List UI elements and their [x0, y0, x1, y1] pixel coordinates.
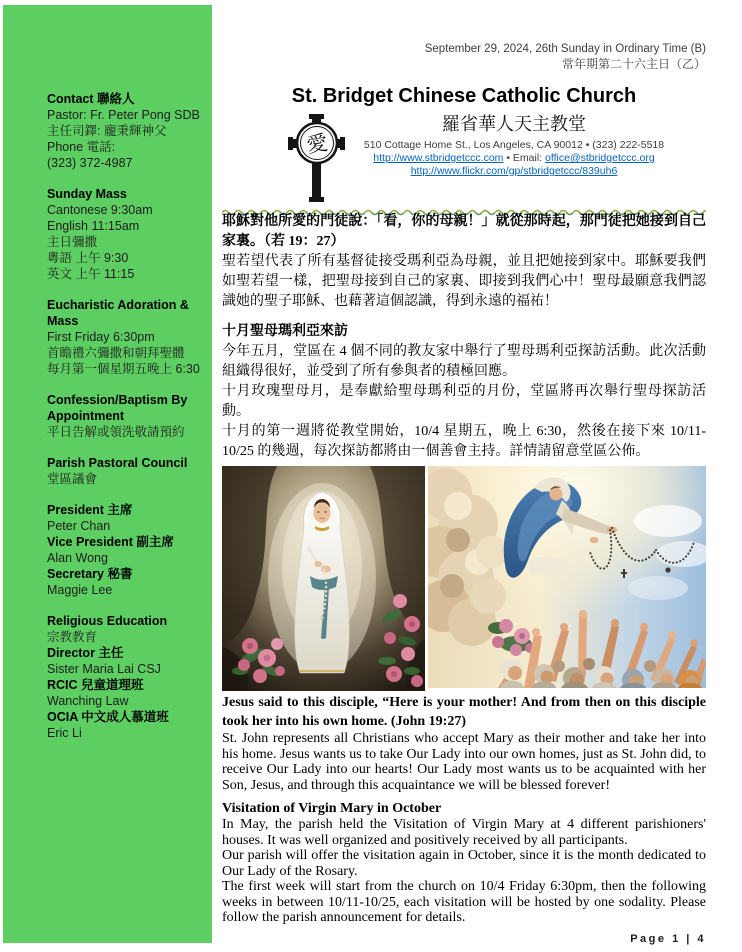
sidebar-line: Alan Wong	[47, 551, 108, 565]
flickr-line	[322, 165, 706, 178]
address-line: 510 Cottage Home St., Los Angeles, CA 90012 • (323) 222-5518	[363, 139, 665, 151]
sidebar-line: Eric Li	[47, 726, 82, 740]
sidebar-line: Confession/Baptism By Appointment	[47, 393, 188, 423]
sidebar-line: OCIA 中文成人慕道班	[47, 710, 169, 724]
sidebar-line: Eucharistic Adoration & Mass	[47, 298, 189, 328]
date-chinese: 常年期第二十六主日（乙）	[561, 57, 706, 71]
sidebar-line: 平日告解或領洗敬請預約	[47, 425, 185, 439]
web-email-line	[322, 152, 706, 165]
sidebar-line: English 11:15am	[47, 219, 140, 233]
sidebar-line: 主任司鐸: 龐秉輝神父	[47, 124, 167, 138]
dateline	[222, 42, 706, 72]
sidebar-section	[47, 186, 207, 282]
mary-rosaries-crowd-image	[428, 466, 706, 688]
sidebar-section	[47, 613, 207, 741]
gospel-reflection-chinese: 聖若望代表了所有基督徒接受瑪利亞為母親，並且把她接到家中。耶穌要我們如聖若望一樣，把聖母接到自己的家裏、即接到我們心中！聖母最願意我們認識她的聖子耶穌、也藉著這個認識，得到永遠的福祐！	[222, 254, 706, 309]
sidebar-line: 每月第一個星期五晚上 6:30	[47, 362, 200, 376]
logo-love-character: 愛	[304, 130, 330, 158]
sidebar-line: Religious Education	[47, 614, 168, 628]
date-english: September 29, 2024, 26th Sunday in Ordinary Time (B)	[424, 43, 706, 55]
sidebar-line: Sunday Mass	[47, 187, 127, 201]
sidebar-section	[47, 91, 207, 171]
wavy-divider	[222, 203, 706, 212]
visitation-heading-chinese: 十月聖母瑪利亞來訪	[222, 324, 348, 339]
flickr-link[interactable]: http://www.flickr.com/gp/stbridgetccc/839uh6	[410, 165, 618, 177]
header-middle	[222, 112, 706, 194]
sidebar-line: Wanching Law	[47, 694, 129, 708]
sidebar-line: Phone 電話:	[47, 140, 116, 154]
caption-english: Jesus said to this disciple, “Here is your mother! And from then on this disciple took her into his own home. (John 19:27)	[222, 695, 706, 729]
email-label: • Email:	[503, 152, 546, 164]
sidebar-line: 堂區議會	[47, 472, 98, 486]
sidebar-line: Peter Chan	[47, 519, 111, 533]
visitation-paragraph-2-chinese: 十月玫瑰聖母月，是奉獻給聖母瑪利亞的月份，堂區將再次舉行聖母探訪活動。	[222, 384, 706, 419]
sidebar-line: 粵語 上午 9:30	[47, 251, 129, 265]
sidebar-line: 首瞻禮六彌撒和朝拜聖體	[47, 346, 185, 360]
visitation-paragraph-3-chinese: 十月的第一週將從教堂開始，10/4 星期五，晚上 6:30，然後在接下來 10/11-10/25 的幾週，每次探訪都將由一個善會主持。詳情請留意堂區公佈。	[222, 424, 706, 459]
sidebar-line: 宗教教育	[47, 630, 98, 644]
gospel-quote-chinese: 耶穌對他所愛的門徒說：「看，你的母親！」就從那時起，那門徒把她接到自己家裏。（若 19：27）	[222, 214, 706, 249]
main-content	[222, 0, 706, 945]
sidebar-section	[47, 392, 207, 440]
sidebar-line: Contact 聯絡人	[47, 92, 135, 106]
sidebar-line: 英文 上午 11:15	[47, 267, 135, 281]
visitation-paragraph-1-chinese: 今年五月，堂區在 4 個不同的教友家中舉行了聖母瑪利亞探訪活動。此次活動組織得很好，並受到了所有參與者的積極回應。	[222, 344, 706, 379]
sidebar-line: Vice President 副主席	[47, 535, 174, 549]
sidebar-line: Secretary 秘書	[47, 567, 133, 581]
sidebar-section	[47, 455, 207, 487]
church-name-chinese: 羅省華人天主教堂	[442, 114, 586, 134]
visitation-paragraph-2-english: Our parish will offer the visitation again in October, since it is the month dedicated to Our Lady of the Rosary.	[222, 848, 706, 879]
sidebar-line: (323) 372-4987	[47, 156, 133, 170]
page-number: Page 1 | 4	[630, 932, 706, 945]
sidebar-line: President 主席	[47, 503, 133, 517]
sidebar-line: Pastor: Fr. Peter Pong SDB	[47, 108, 200, 122]
website-link[interactable]: http://www.stbridgetccc.com	[373, 152, 504, 164]
visitation-heading-english: Visitation of Virgin Mary in October	[222, 801, 442, 816]
church-cross-love-logo-icon	[284, 114, 348, 202]
church-name-english: St. Bridget Chinese Catholic Church	[291, 85, 637, 107]
sidebar-line: 主日彌撒	[47, 235, 98, 249]
sidebar-line: Cantonese 9:30am	[47, 203, 153, 217]
sidebar-line: Director 主任	[47, 646, 124, 660]
sidebar-section	[47, 297, 207, 377]
sidebar-line: First Friday 6:30pm	[47, 330, 155, 344]
grotto-mary-statue-image	[222, 466, 425, 691]
email-link[interactable]: office@stbridgetccc.org	[545, 152, 655, 164]
sidebar	[3, 5, 212, 943]
visitation-paragraph-1-english: In May, the parish held the Visitation of Virgin Mary at 4 different parishioners' houses. It was well organized and positively received by all participants.	[222, 817, 706, 848]
sidebar-line: Parish Pastoral Council	[47, 456, 188, 470]
sidebar-line: Maggie Lee	[47, 583, 113, 597]
sidebar-section	[47, 502, 207, 598]
sidebar-line: RCIC 兒童道理班	[47, 678, 144, 692]
reflection-english: St. John represents all Christians who accept Mary as their mother and take her into his home. Jesus wants us to take Our Lady into our own homes, just as St. John did, to receive Our Lady into our hearts! Our Lady most wants us to be acquainted with her Son, Jesus, and through this acquaintance we will be blessed forever!	[222, 731, 706, 793]
visitation-paragraph-3-english: The first week will start from the church on 10/4 Friday 6:30pm, then the following weeks in between 10/11-10/25, each visitation will be hosted by one sodality. Please follow the parish announcement for details.	[222, 879, 706, 925]
sidebar-line: Sister Maria Lai CSJ	[47, 662, 161, 676]
image-row	[222, 466, 706, 691]
